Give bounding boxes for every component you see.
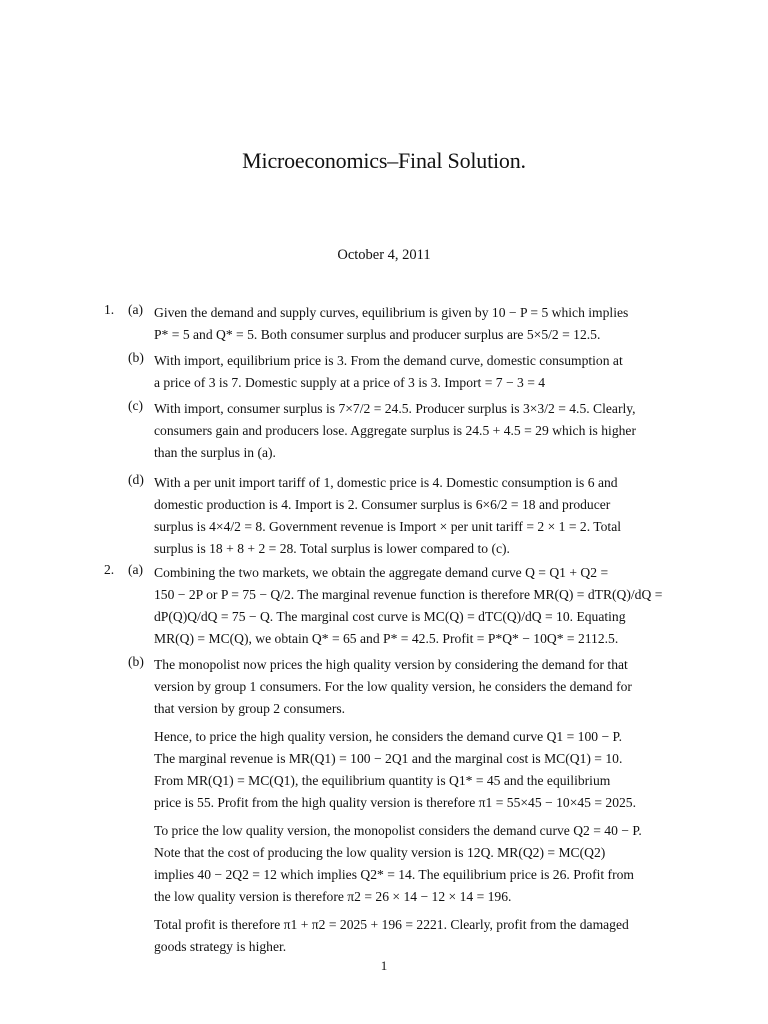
problem-number: 1. [104, 302, 115, 317]
text-line: With a per unit import tariff of 1, domestic price is 4. Domestic consumption is 6 and [154, 475, 618, 490]
text-line: price is 55. Profit from the high quality version is therefore π1 = 55×45 − 10×45 = 2025. [154, 795, 637, 810]
problem-1-part-a [128, 302, 680, 346]
paragraph [154, 914, 680, 958]
text-line: Note that the cost of producing the low quality version is 12Q. MR(Q2) = MC(Q2) [154, 845, 606, 860]
text-line: than the surplus in (a). [154, 445, 276, 460]
text-line: the low quality version is therefore π2 = 26 × 14 − 12 × 14 = 196. [154, 889, 512, 904]
text-line: From MR(Q1) = MC(Q1), the equilibrium quantity is Q1* = 45 and the equilibrium [154, 773, 611, 788]
part-label: (b) [128, 654, 144, 669]
text-line: version by group 1 consumers. For the low quality version, he considers the demand for [154, 679, 632, 694]
part-label: (a) [128, 562, 144, 577]
text-line: 150 − 2P or P = 75 − Q/2. The marginal revenue function is therefore MR(Q) = dTR(Q)/dQ = [154, 587, 663, 602]
part-label: (a) [128, 302, 144, 317]
text-line: dP(Q)Q/dQ = 75 − Q. The marginal cost curve is MC(Q) = dTC(Q)/dQ = 10. Equating [154, 609, 626, 624]
text-line: goods strategy is higher. [154, 939, 287, 954]
problem-2 [104, 562, 680, 958]
text-line: implies 40 − 2Q2 = 12 which implies Q2* = 14. The equilibrium price is 26. Profit from [154, 867, 634, 882]
text-line: that version by group 2 consumers. [154, 701, 346, 716]
text-line: The monopolist now prices the high quality version by considering the demand for that [154, 657, 628, 672]
text-line: domestic production is 4. Import is 2. Consumer surplus is 6×6/2 = 18 and producer [154, 497, 611, 512]
problem-1-part-d [128, 472, 680, 560]
problem-number: 2. [104, 562, 115, 577]
text-line: Hence, to price the high quality version, he considers the demand curve Q1 = 100 − P. [154, 729, 622, 744]
text-line: consumers gain and producers lose. Aggregate surplus is 24.5 + 4.5 = 29 which is higher [154, 423, 636, 438]
text-line: surplus is 18 + 8 + 2 = 28. Total surplus is lower compared to (c). [154, 541, 510, 556]
paragraph [154, 726, 680, 814]
paragraph [154, 654, 680, 720]
page-title: Microeconomics–Final Solution. [242, 148, 526, 173]
part-label: (b) [128, 350, 144, 365]
text-line: a price of 3 is 7. Domestic supply at a price of 3 is 3. Import = 7 − 3 = 4 [154, 375, 546, 390]
text-line: MR(Q) = MC(Q), we obtain Q* = 65 and P* = 42.5. Profit = P*Q* − 10Q* = 2112.5. [154, 631, 619, 646]
part-label: (d) [128, 472, 144, 487]
part-label: (c) [128, 398, 144, 413]
text-line: Given the demand and supply curves, equilibrium is given by 10 − P = 5 which implies [154, 305, 629, 320]
problem-2-part-b [128, 654, 680, 958]
text-line: The marginal revenue is MR(Q1) = 100 − 2Q1 and the marginal cost is MC(Q1) = 10. [154, 751, 623, 766]
text-line: To price the low quality version, the monopolist considers the demand curve Q2 = 40 − P. [154, 823, 642, 838]
problem-1 [104, 302, 680, 560]
problem-1-part-b [128, 350, 680, 394]
text-line: surplus is 4×4/2 = 8. Government revenue is Import × per unit tariff = 2 × 1 = 2. Total [154, 519, 622, 534]
text-line: P* = 5 and Q* = 5. Both consumer surplus and producer surplus are 5×5/2 = 12.5. [154, 327, 601, 342]
problem-1-part-c [128, 398, 680, 464]
problem-2-part-a [128, 562, 680, 650]
text-line: With import, equilibrium price is 3. From the demand curve, domestic consumption at [154, 353, 623, 368]
paragraph [154, 820, 680, 908]
text-line: Combining the two markets, we obtain the aggregate demand curve Q = Q1 + Q2 = [154, 565, 609, 580]
page-number: 1 [380, 958, 388, 973]
text-line: Total profit is therefore π1 + π2 = 2025 + 196 = 2221. Clearly, profit from the damaged [154, 917, 629, 932]
text-line: With import, consumer surplus is 7×7/2 = 24.5. Producer surplus is 3×3/2 = 4.5. Clearly, [154, 401, 636, 416]
document-date: October 4, 2011 [337, 247, 431, 263]
